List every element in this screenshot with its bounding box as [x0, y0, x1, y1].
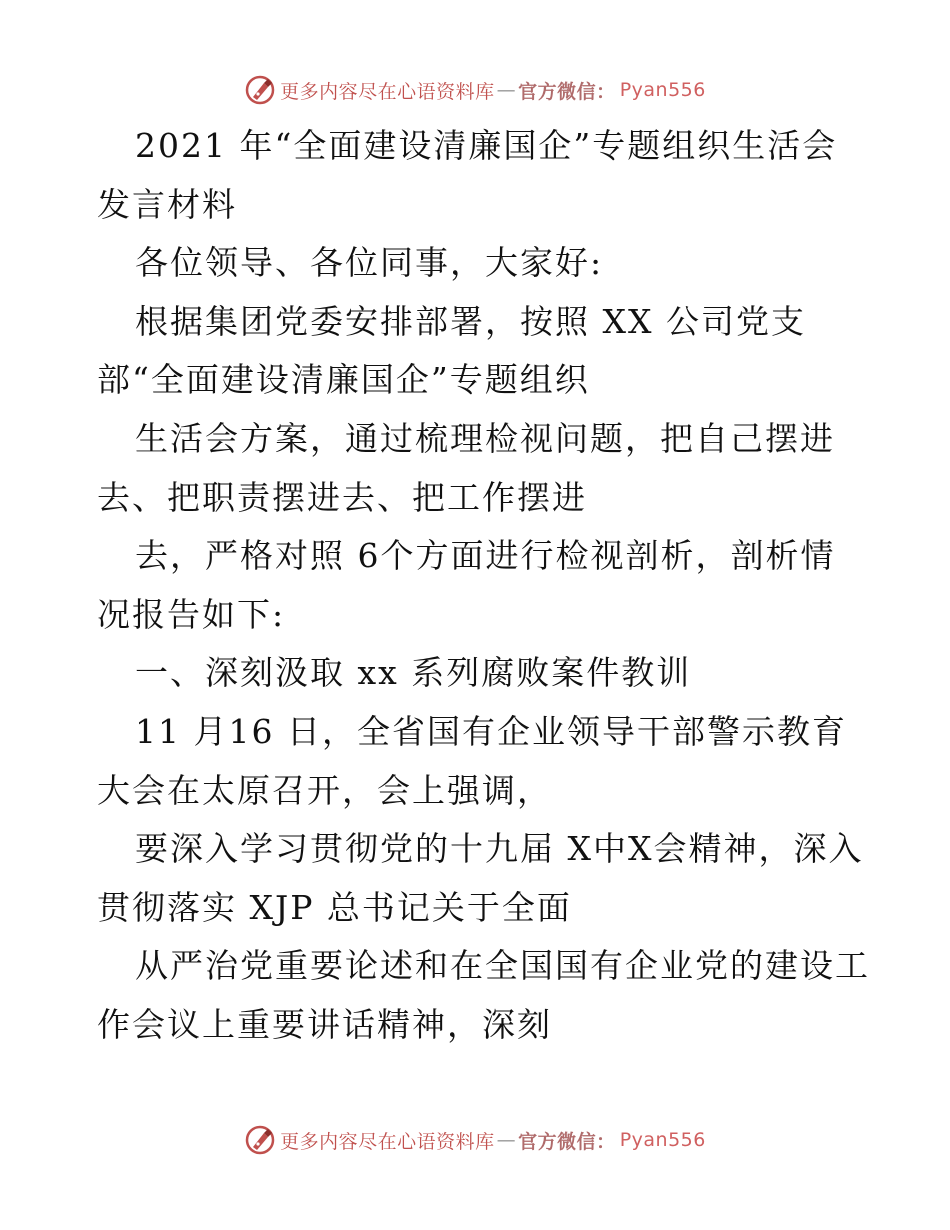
text-line: 要深入学习贯彻党的十九届 X中X会精神，深入 [135, 829, 864, 869]
watermark-main-text: 更多内容尽在心语资料库 [280, 1130, 495, 1153]
watermark-label: 官方微信： [518, 80, 616, 103]
text-line: 生活会方案，通过梳理检视问题，把自己摆进 [135, 418, 835, 458]
text-line: 去，严格对照 6个方面进行检视剖析，剖析情 [135, 536, 836, 576]
pen-nib-logo-icon [244, 74, 276, 106]
text-line: 根据集团党委安排部署，按照 XX 公司党支 [135, 301, 806, 341]
watermark-account: Pyan556 [619, 1129, 706, 1151]
text-line: 11 月16 日，全省国有企业领导干部警示教育 [135, 711, 847, 751]
watermark-header [0, 70, 950, 110]
text-line: 2021 年“全面建设清廉国企”专题组织生活会 [135, 126, 838, 165]
watermark-account: Pyan556 [619, 79, 706, 101]
text-line: 作会议上重要讲话精神，深刻 [97, 1004, 552, 1044]
text-line: 从严治党重要论述和在全国国有企业党的建设工 [135, 946, 870, 986]
text-line: 贯彻落实 XJP 总书记关于全面 [97, 887, 572, 927]
document-body [97, 117, 877, 1055]
watermark-label: 官方微信： [518, 1130, 616, 1153]
watermark-separator: — [496, 79, 517, 101]
text-line: 发言材料 [97, 184, 237, 224]
text-line: 大会在太原召开，会上强调， [97, 770, 552, 810]
pen-nib-logo-icon [244, 1124, 276, 1156]
watermark-separator: — [496, 1129, 517, 1151]
text-line: 况报告如下: [97, 594, 286, 634]
watermark-main-text: 更多内容尽在心语资料库 [280, 80, 495, 103]
text-line: 部“全面建设清廉国企”专题组织 [97, 360, 590, 400]
watermark-footer [0, 1120, 950, 1160]
text-line: 各位领导、各位同事，大家好: [135, 243, 604, 283]
section-heading: 一、深刻汲取 xx 系列腐败案件教训 [135, 653, 692, 693]
text-line: 去、把职责摆进去、把工作摆进 [97, 477, 587, 517]
